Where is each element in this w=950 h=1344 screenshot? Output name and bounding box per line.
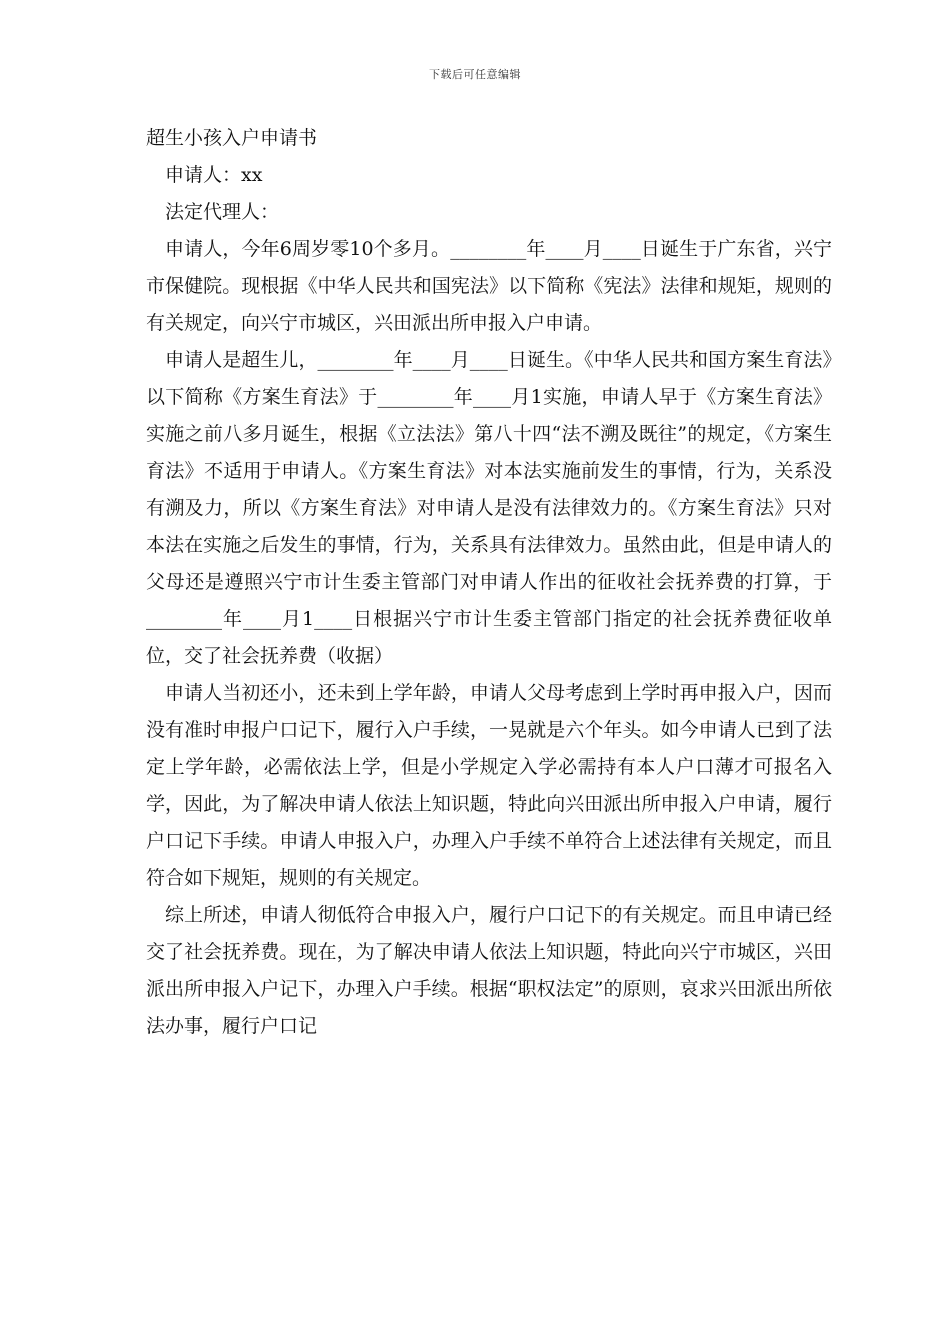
paragraph-family-planning-law: 申请人是超生儿，________年____月____日诞生。《中华人民共和国方案生育法》以下简称《方案生育法》于________年____月1实施，申请人早于《方案生育法》实施之前八多月诞生，根据《立法法》第八十四“法不溯及既往”的规定，《方案生育法》不适用于申请人。《方案生育法》对本法实施前发生的事情，行为，关系没有溯及力，所以《方案生育法》对申请人是没有法律效力的。《方案生育法》只对本法在实施之后发生的事情，行为，关系具有法律效力。虽然由此，但是申请人的父母还是遵照兴宁市计生委主管部门对申请人作出的征收社会抚养费的打算，于________年____月1____日根据兴宁市计生委主管部门指定的社会抚养费征收单位，交了社会抚养费（收据） [146,349,832,667]
applicant-line: 申请人：xx [165,164,263,186]
paragraph-conclusion: 综上所述，申请人彻低符合申报入户，履行户口记下的有关规定。而且申请已经交了社会抚养费。现在，为了解决申请人依法上知识题，特此向兴宁市城区，兴田派出所申报入户记下，办理入户手续。根据“职权法定”的原则，哀求兴田派出所依法办事，履行户口记 [146,904,832,1037]
document-title: 超生小孩入户申请书 [146,127,318,149]
paragraph-school-enrollment: 申请人当初还小，还未到上学年龄，申请人父母考虑到上学时再申报入户，因而没有准时申报户口记下，履行入户手续，一晃就是六个年头。如今申请人已到了法定上学年龄，必需依法上学，但是小学规定入学必需持有本人户口薄才可报名入学，因此，为了解决申请人依法上知识题，特此向兴田派出所申报入户申请，履行户口记下手续。申请人申报入户，办理入户手续不单符合上述法律有关规定，而且符合如下规矩，规则的有关规定。 [146,682,832,889]
page-header-note: 下载后可任意编辑 [429,68,521,81]
paragraph-birth-info: 申请人，今年6周岁零10个多月。________年____月____日诞生于广东省，兴宁市保健院。现根据《中华人民共和国宪法》以下简称《宪法》法律和规矩，规则的有关规定，向兴宁市城区，兴田派出所申报入户申请。 [146,238,832,334]
legal-agent-line: 法定代理人： [165,201,280,223]
document-body [146,120,832,1045]
